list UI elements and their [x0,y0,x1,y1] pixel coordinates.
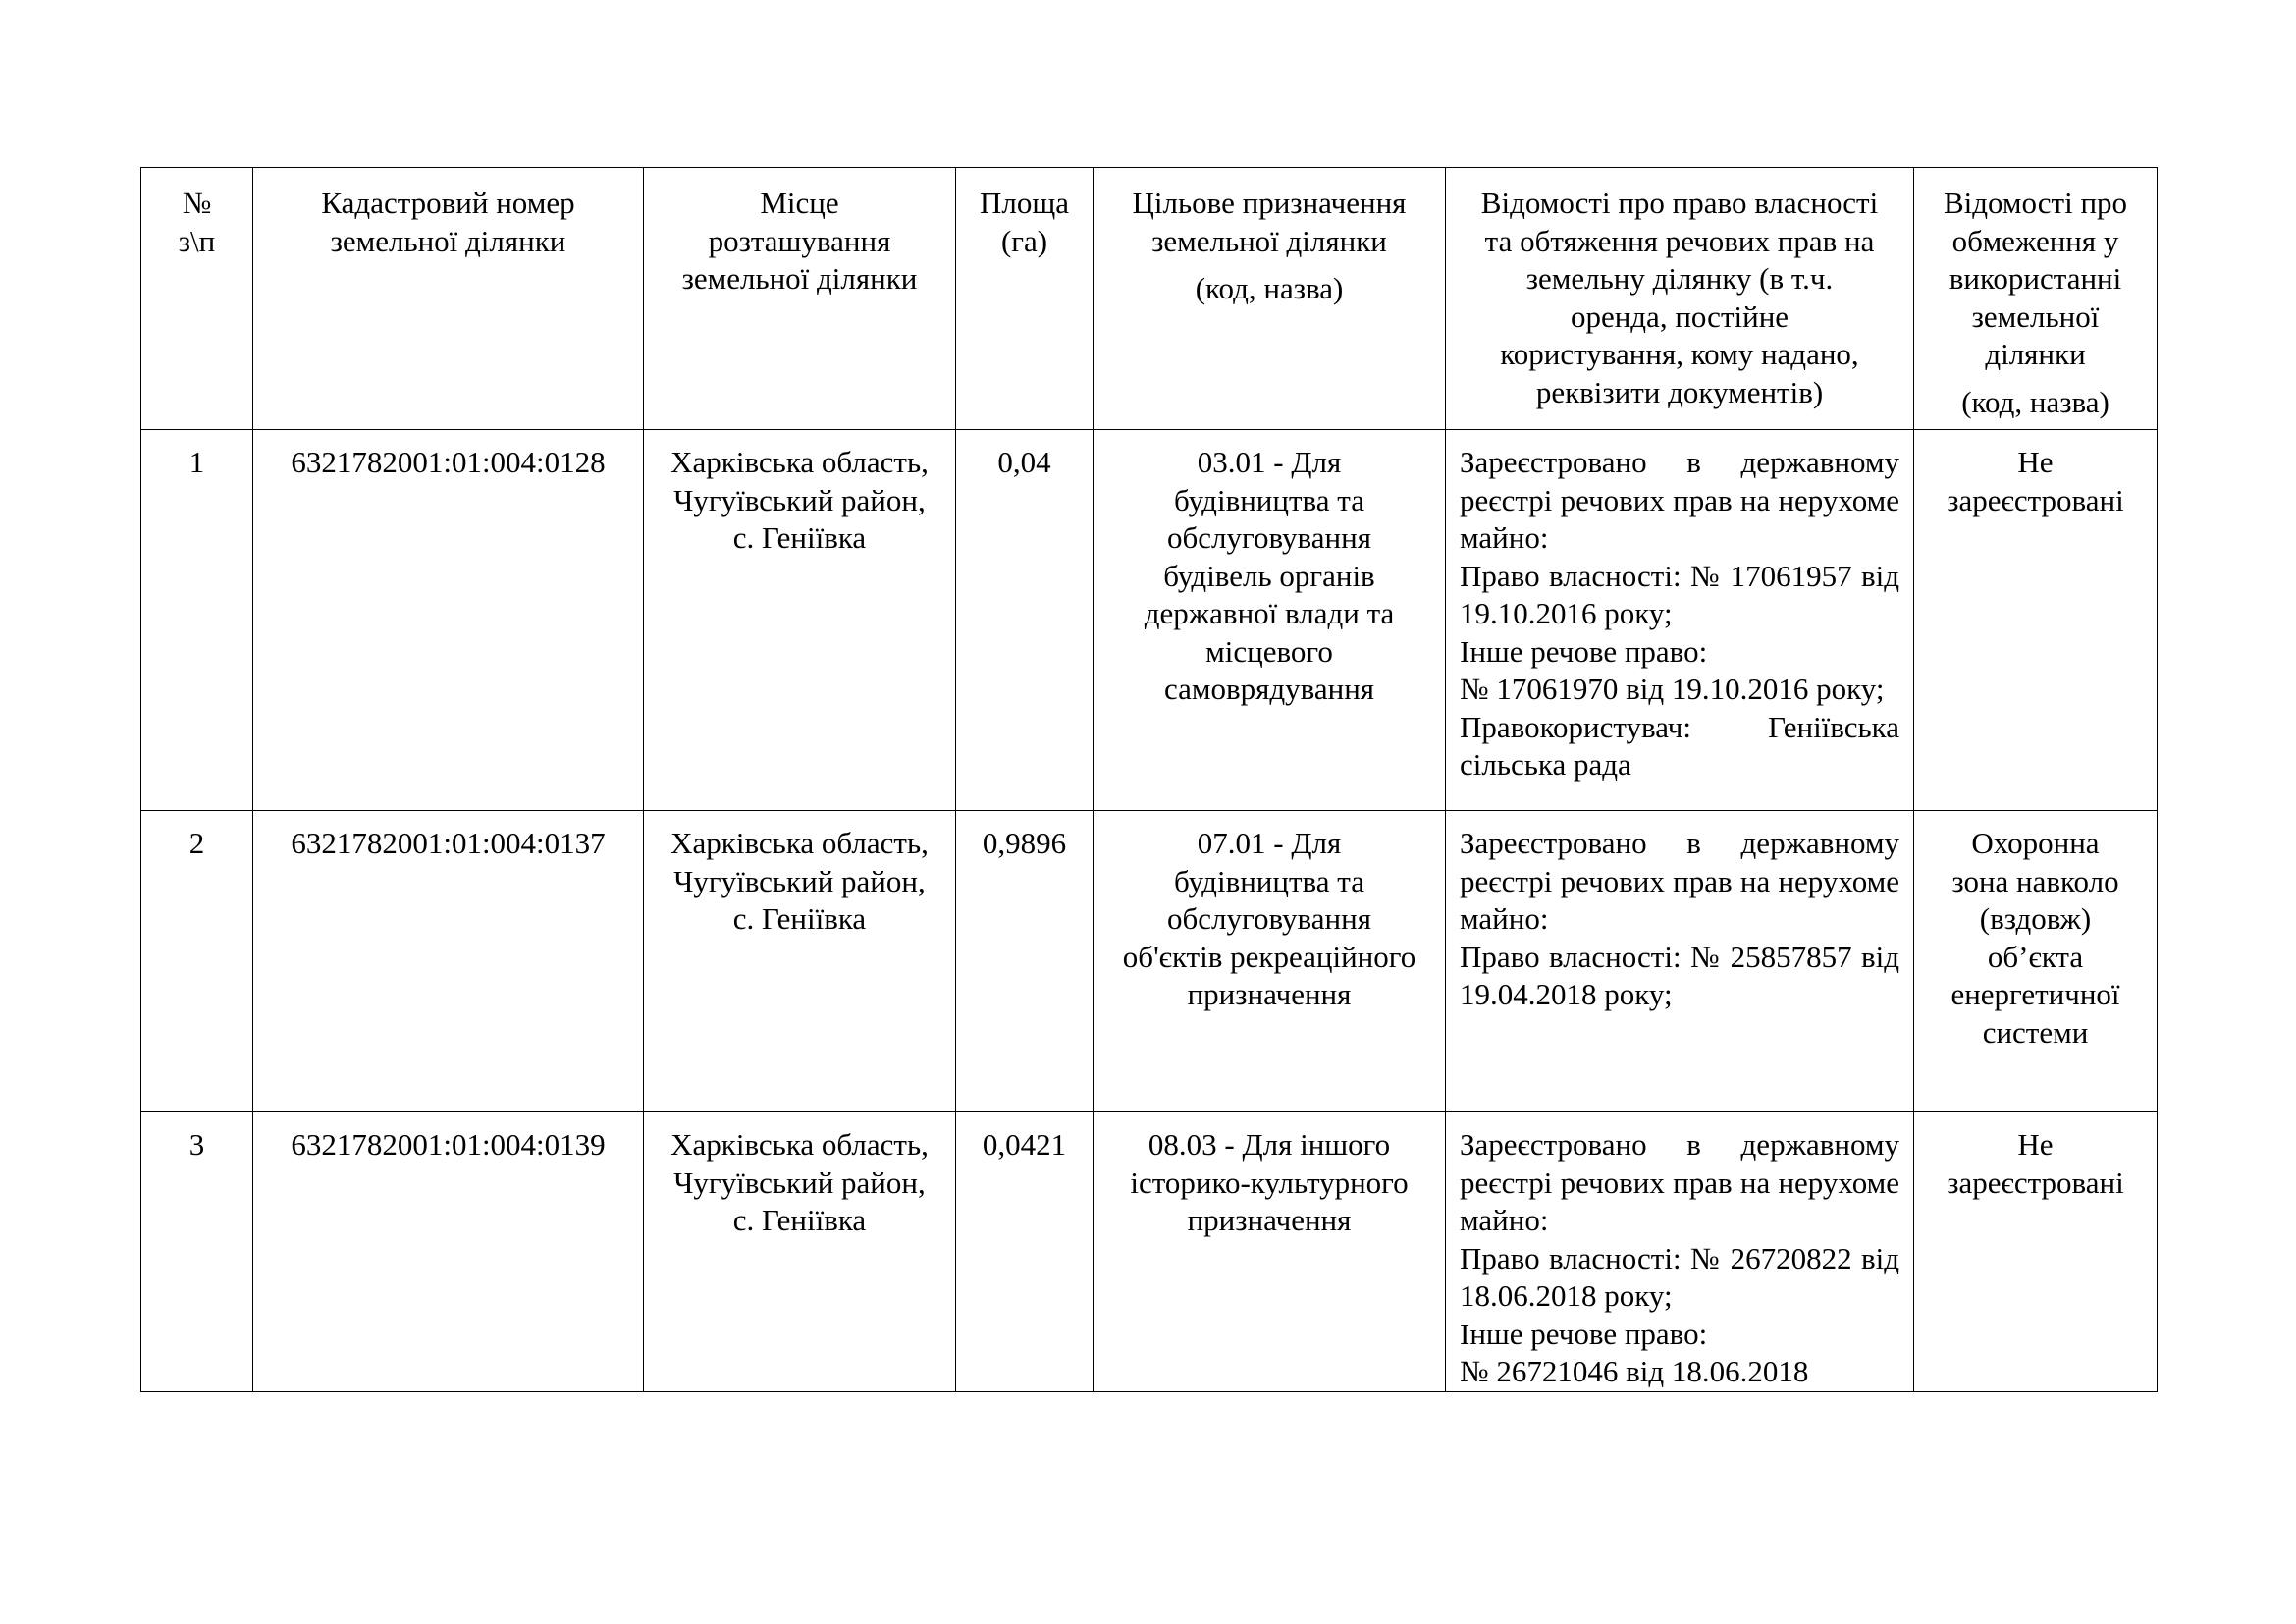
header-location: Місце розташування земельної ділянки [644,168,956,430]
header-restrictions-title: Відомості про обмеження у використанні земельної ділянки [1943,186,2128,371]
header-area: Площа (га) [956,168,1094,430]
cell-purpose: 08.03 - Для іншого історико-культурного призначення [1094,1112,1446,1392]
cell-restrictions: Охоронна зона навколо (вздовж) об’єкта енергетичної системи [1914,811,2158,1112]
cell-purpose: 03.01 - Для будівництва та обслуговування будівель органів державної влади та місцевого самоврядування [1094,430,1446,811]
header-purpose-title: Цільове призначення земельної ділянки [1132,186,1407,258]
cell-restrictions: Не зареєстровані [1914,1112,2158,1392]
cell-location: Харківська область, Чугуївський район, с. Геніївка [644,430,956,811]
header-purpose-code-note: (код, назва) [1195,271,1344,305]
cell-number: 2 [141,811,253,1112]
header-restrictions [1914,168,2158,430]
cell-purpose: 07.01 - Для будівництва та обслуговування об'єктів рекреаційного призначення [1094,811,1446,1112]
cell-area: 0,04 [956,430,1094,811]
cell-cadastral-number: 6321782001:01:004:0139 [253,1112,644,1392]
cell-rights: Зареєстровано в державному реєстрі речових прав на нерухоме майно: Право власності: № 26720822 від 18.06.2018 року; Інше речове право: № 26721046 від 18.06.2018 [1446,1112,1914,1392]
cell-cadastral-number: 6321782001:01:004:0137 [253,811,644,1112]
cell-rights: Зареєстровано в державному реєстрі речових прав на нерухоме майно: Право власності: № 17061957 від 19.10.2016 року; Інше речове право: № 17061970 від 19.10.2016 року; Правокористувач: Геніївська сільська рада [1446,430,1914,811]
cell-number: 3 [141,1112,253,1392]
land-plots-table [140,167,2158,1392]
table-header-row [141,168,2158,430]
header-rights: Відомості про право власності та обтяження речових прав на земельну ділянку (в т.ч. оренда, постійне користування, кому надано, реквізити документів) [1446,168,1914,430]
table-row [141,430,2158,811]
header-number: № з\п [141,168,253,430]
cell-restrictions: Не зареєстровані [1914,430,2158,811]
table-row [141,1112,2158,1392]
cell-cadastral-number: 6321782001:01:004:0128 [253,430,644,811]
cell-location: Харківська область, Чугуївський район, с. Геніївка [644,811,956,1112]
header-cadastral-number: Кадастровий номер земельної ділянки [253,168,644,430]
cell-number: 1 [141,430,253,811]
header-purpose [1094,168,1446,430]
table-row [141,811,2158,1112]
cell-location: Харківська область, Чугуївський район, с. Геніївка [644,1112,956,1392]
cell-area: 0,0421 [956,1112,1094,1392]
cell-area: 0,9896 [956,811,1094,1112]
header-restrictions-code-note: (код, назва) [1961,384,2109,419]
cell-rights: Зареєстровано в державному реєстрі речових прав на нерухоме майно: Право власності: № 25857857 від 19.04.2018 року; [1446,811,1914,1112]
